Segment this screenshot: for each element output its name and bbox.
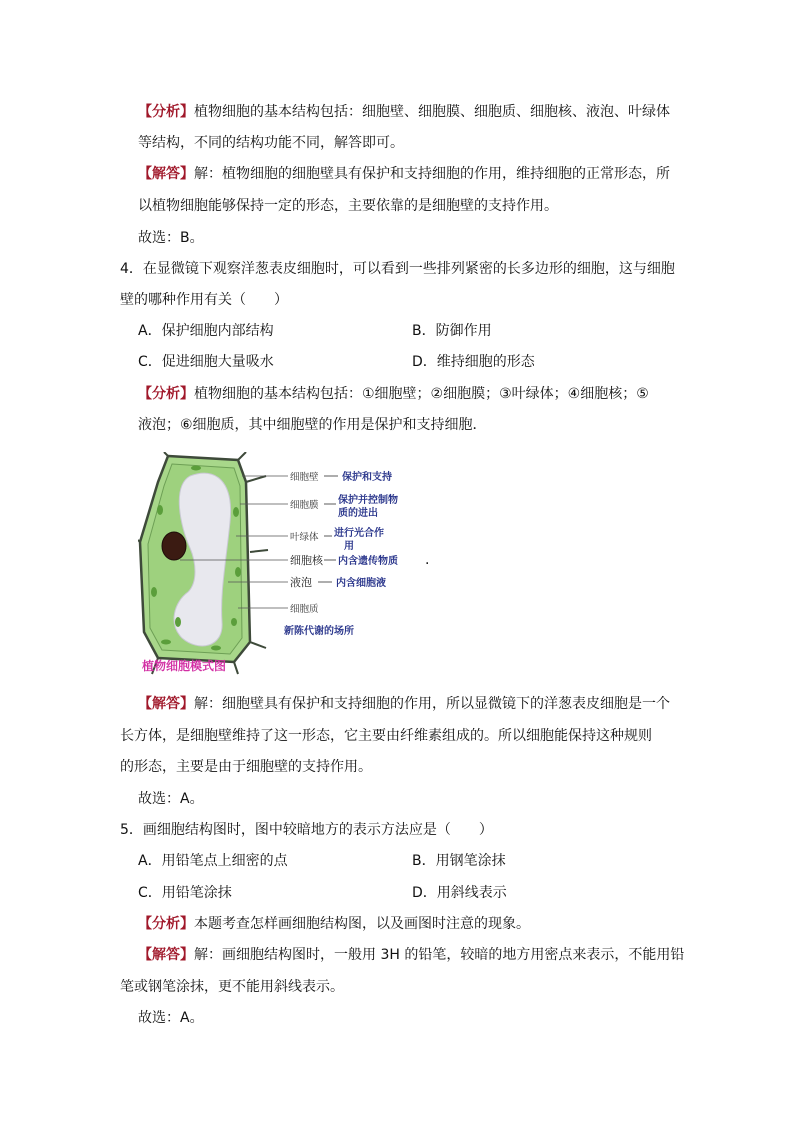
q5-option-d: D．用斜线表示 (412, 885, 507, 901)
q5-analysis-line (138, 914, 680, 934)
answer-line (138, 164, 680, 184)
analysis-line (138, 102, 680, 122)
analysis-text: 植物细胞的基本结构包括：细胞壁、细胞膜、细胞质、细胞核、液泡、叶绿体 (194, 104, 670, 120)
fn-nucleus: 内含遗传物质 (338, 556, 398, 567)
q4-option-a: A．保护细胞内部结构 (138, 323, 274, 339)
q4-option-d: D．维持细胞的形态 (412, 354, 535, 370)
q5-answer-cont: 笔或钢笔涂抹，更不能用斜线表示。 (120, 979, 344, 995)
answer-tag: 【解答】 (138, 696, 194, 712)
q5-option-a: A．用铅笔点上细密的点 (138, 853, 288, 869)
q5-option-c: C．用铅笔涂抹 (138, 885, 232, 901)
label-cell-membrane: 细胞膜 (290, 500, 319, 511)
fn-cytoplasm: 新陈代谢的场所 (284, 626, 354, 637)
nucleus-shape (162, 532, 186, 560)
plant-cell-svg (138, 452, 438, 680)
q5-option-b: B．用钢笔涂抹 (412, 853, 506, 869)
fn-cell-wall: 保护和支持 (342, 472, 392, 483)
q5-answer-line (138, 945, 685, 965)
analysis-tag: 【分析】 (138, 104, 194, 120)
fn-vacuole: 内含细胞液 (336, 578, 386, 589)
label-cytoplasm: 细胞质 (290, 604, 319, 615)
question-4-stem: 4．在显微镜下观察洋葱表皮细胞时，可以看到一些排列紧密的长多边形的细胞，这与细胞 (120, 261, 675, 277)
analysis-text: 本题考查怎样画细胞结构图，以及画图时注意的现象。 (194, 916, 530, 932)
plant-cell-diagram (138, 452, 438, 680)
analysis-text-cont: 等结构，不同的结构功能不同，解答即可。 (138, 135, 404, 151)
analysis-text: 植物细胞的基本结构包括：①细胞壁；②细胞膜；③叶绿体；④细胞核；⑤ (194, 386, 649, 402)
fn-cell-membrane-2: 质的进出 (338, 508, 378, 519)
question-5-stem: 5．画细胞结构图时，图中较暗地方的表示方法应是（ ） (120, 822, 493, 838)
q4-answer-line (138, 694, 680, 714)
answer-text: 解：植物细胞的细胞壁具有保护和支持细胞的作用，维持细胞的正常形态，所 (194, 166, 670, 182)
choice-line: 故选：B。 (138, 230, 204, 246)
label-chloroplast: 叶绿体 (290, 532, 319, 543)
fn-cell-membrane-1: 保护并控制物 (338, 495, 398, 506)
label-cell-wall: 细胞壁 (290, 472, 319, 483)
q4-answer-cont-2: 的形态，主要是由于细胞壁的支持作用。 (120, 759, 372, 775)
answer-text-cont: 以植物细胞能够保持一定的形态，主要依靠的是细胞壁的支持作用。 (138, 198, 558, 214)
question-4-stem-cont: 壁的哪种作用有关（ ） (120, 292, 288, 308)
diagram-title: 植物细胞模式图 (142, 659, 227, 673)
q4-choice-line: 故选：A。 (138, 791, 204, 807)
answer-text: 解：画细胞结构图时，一般用 3H 的铅笔，较暗的地方用密点来表示，不能用铅 (194, 947, 685, 963)
analysis-tag: 【分析】 (138, 386, 194, 402)
q4-option-c: C．促进细胞大量吸水 (138, 354, 274, 370)
answer-tag: 【解答】 (138, 947, 194, 963)
q4-option-b: B．防御作用 (412, 323, 492, 339)
q4-analysis-line (138, 384, 680, 404)
diagram-trailing-dot: . (425, 552, 430, 568)
answer-text: 解：细胞壁具有保护和支持细胞的作用，所以显微镜下的洋葱表皮细胞是一个 (194, 696, 670, 712)
q4-answer-cont-1: 长方体，是细胞壁维持了这一形态，它主要由纤维素组成的。所以细胞能保持这种规则 (120, 728, 652, 744)
answer-tag: 【解答】 (138, 166, 194, 182)
q4-analysis-cont: 液泡；⑥细胞质，其中细胞壁的作用是保护和支持细胞． (138, 417, 487, 433)
label-vacuole: 液泡 (290, 576, 312, 589)
fn-chloroplast-2: 用 (344, 541, 354, 552)
q5-choice-line: 故选：A。 (138, 1010, 204, 1026)
fn-chloroplast-1: 进行光合作 (334, 528, 384, 539)
analysis-tag: 【分析】 (138, 916, 194, 932)
label-nucleus: 细胞核 (290, 554, 323, 567)
